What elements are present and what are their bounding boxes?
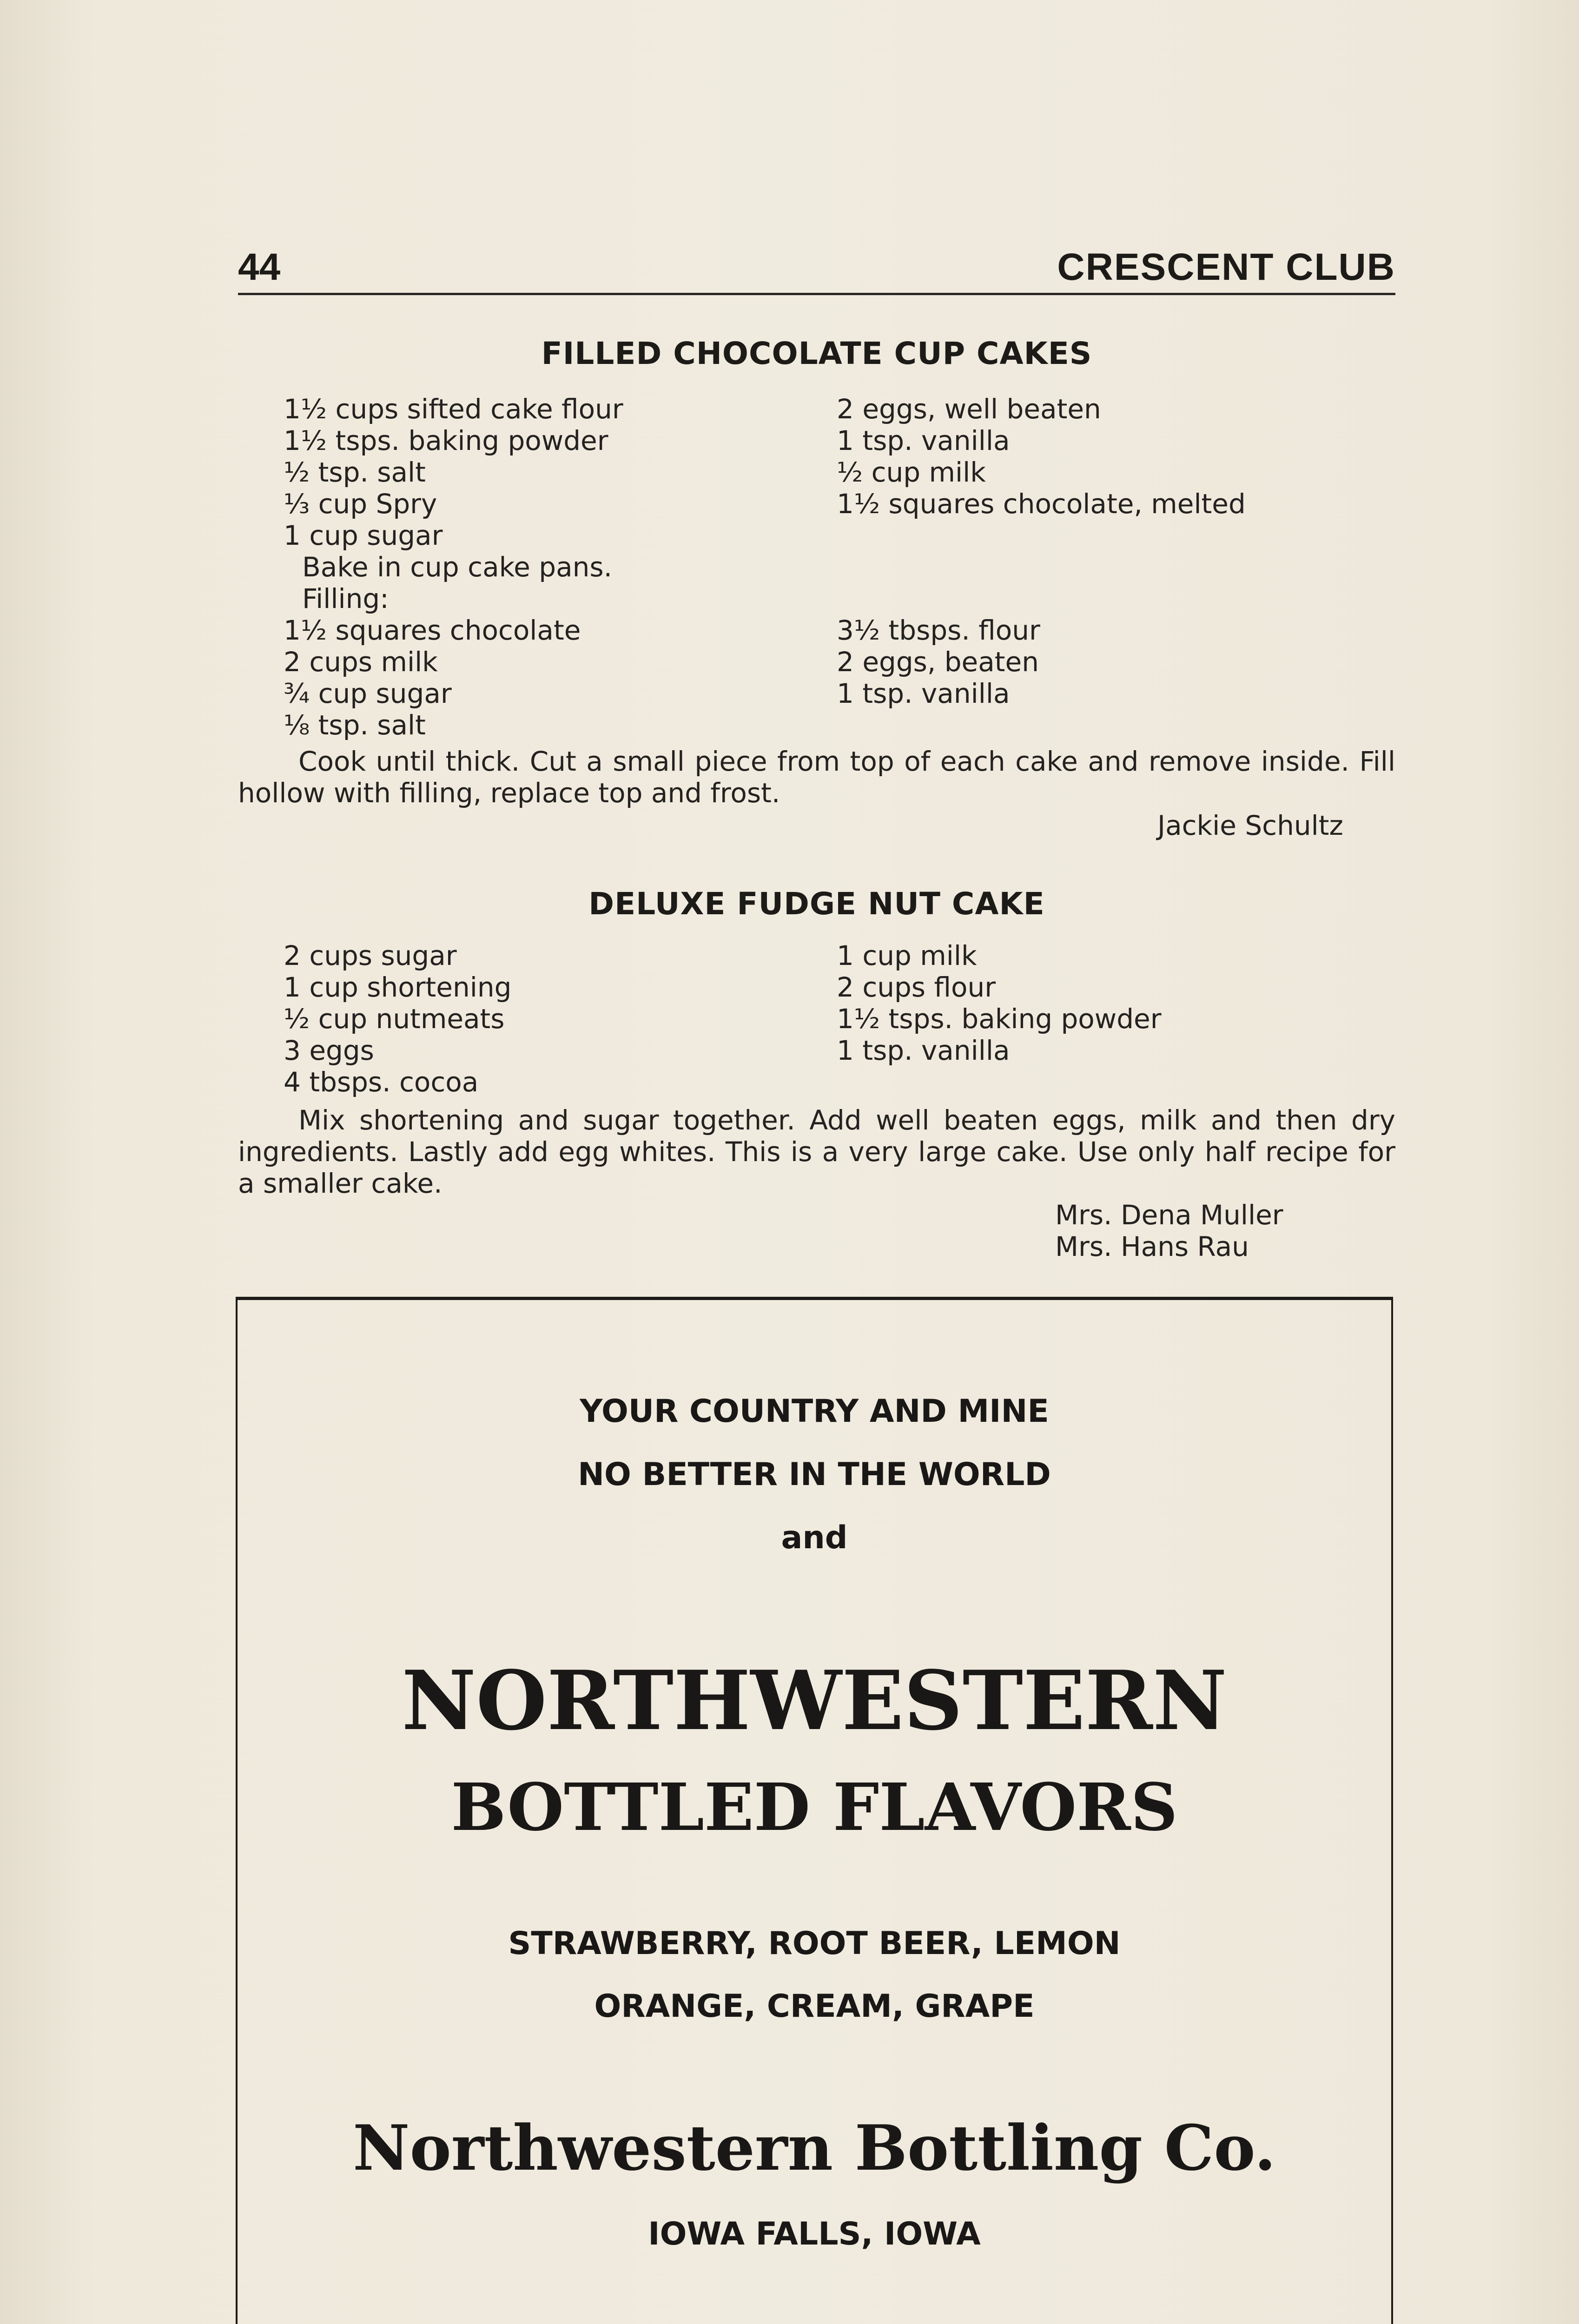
ingredient: 1½ cups sifted cake flour <box>284 393 623 425</box>
ingredient: ⅓ cup Spry <box>284 488 437 520</box>
recipe-instructions: Cook until thick. Cut a small piece from top of each cake and remove inside. Fill hollow with filling, replace top and frost. <box>238 746 1395 809</box>
ingredient: 1 cup shortening <box>284 971 512 1003</box>
ingredient: 1 cup sugar <box>284 520 443 551</box>
ingredient: 3 eggs <box>284 1035 374 1066</box>
page-header <box>238 242 1395 295</box>
ingredient: 1½ tsps. baking powder <box>837 1003 1162 1035</box>
ingredient: 1 tsp. vanilla <box>837 678 1010 709</box>
recipe-author: Mrs. Dena Muller <box>1055 1199 1283 1231</box>
ingredient: 1 tsp. vanilla <box>837 1035 1010 1066</box>
ingredient: 1½ tsps. baking powder <box>284 425 608 456</box>
ingredient-list-left <box>284 393 623 741</box>
filling-label: Filling: <box>302 583 389 614</box>
ingredient: 2 cups sugar <box>284 940 457 971</box>
bake-note: Bake in cup cake pans. <box>302 551 613 583</box>
ingredient: 4 tbsps. cocoa <box>284 1066 479 1098</box>
recipe-author: Jackie Schultz <box>1157 810 1343 841</box>
ingredient: 2 cups milk <box>284 646 438 678</box>
ingredient: 3½ tbsps. flour <box>837 614 1040 646</box>
ad-slogan: and <box>781 1519 848 1556</box>
ingredient: ⅛ tsp. salt <box>284 709 426 741</box>
ingredient: 1 cup milk <box>837 940 977 971</box>
ad-flavors: ORANGE, CREAM, GRAPE <box>594 1988 1035 2025</box>
ingredient: ¾ cup sugar <box>284 678 452 709</box>
running-title: CRESCENT CLUB <box>1057 246 1395 288</box>
page-number: 44 <box>238 246 281 288</box>
ingredient: ½ cup milk <box>837 456 986 488</box>
advertisement-box <box>236 1297 1393 2324</box>
filling-list-right <box>837 614 1040 709</box>
ingredient: 2 eggs, well beaten <box>837 393 1101 425</box>
ingredient: 1½ squares chocolate <box>284 614 581 646</box>
ingredient-list-left <box>284 940 511 1098</box>
ingredient: ½ cup nutmeats <box>284 1003 505 1035</box>
ad-company: Northwestern Bottling Co. <box>353 2111 1276 2185</box>
ingredient: 1 tsp. vanilla <box>837 425 1010 456</box>
ad-slogan: NO BETTER IN THE WORLD <box>578 1456 1051 1493</box>
ingredient-list-right <box>837 940 1162 1066</box>
ad-brand: NORTHWESTERN <box>402 1653 1227 1749</box>
ingredient-list-right <box>837 393 1246 520</box>
ad-product: BOTTLED FLAVORS <box>451 1769 1178 1846</box>
recipe-author: Mrs. Hans Rau <box>1055 1231 1249 1262</box>
ad-flavors: STRAWBERRY, ROOT BEER, LEMON <box>508 1925 1121 1962</box>
ingredient: 1½ squares chocolate, melted <box>837 488 1246 520</box>
ingredient: ½ tsp. salt <box>284 456 426 488</box>
ingredient: 2 eggs, beaten <box>837 646 1039 678</box>
ad-location: IOWA FALLS, IOWA <box>648 2216 981 2252</box>
recipe-title: FILLED CHOCOLATE CUP CAKES <box>541 336 1092 371</box>
ad-slogan: YOUR COUNTRY AND MINE <box>580 1393 1049 1430</box>
ingredient: 2 cups flour <box>837 971 996 1003</box>
recipe-instructions: Mix shortening and sugar together. Add well beaten eggs, milk and then dry ingredients. Lastly add egg whites. This is a very large cake. Use only half recipe for a smaller cake. <box>238 1104 1395 1199</box>
recipe-title: DELUXE FUDGE NUT CAKE <box>588 886 1045 922</box>
